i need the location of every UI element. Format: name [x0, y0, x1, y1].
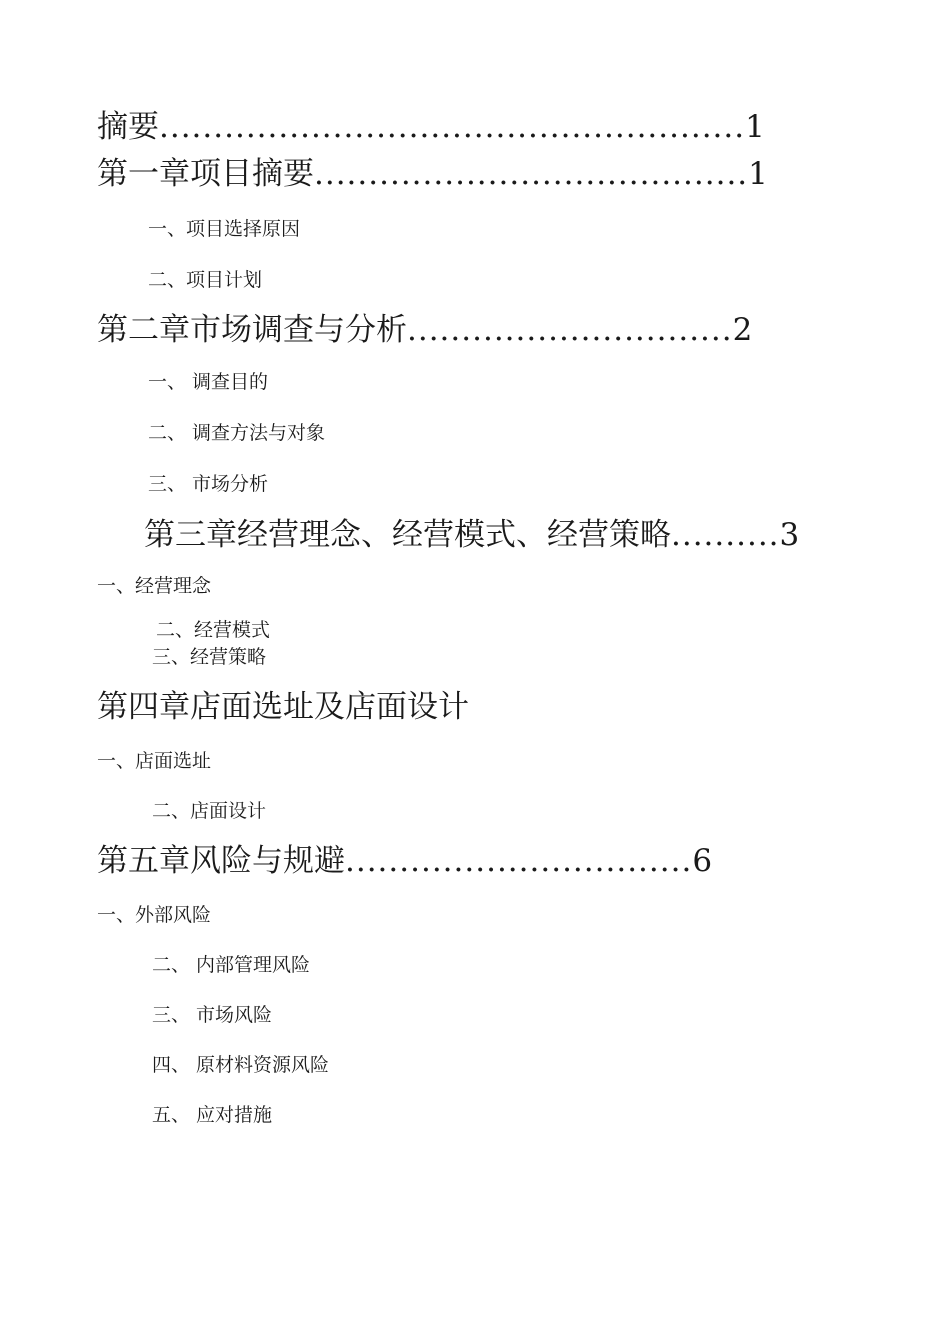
toc-entry-chapter-5 [97, 843, 713, 879]
toc-entry-title: 第四章店面选址及店面设计 [97, 689, 469, 725]
toc-section: 二、 调查方法与对象 [148, 422, 326, 444]
toc-page-number: 1 [748, 156, 768, 192]
toc-section: 一、店面选址 [97, 750, 212, 772]
toc-page-number: 1 [745, 109, 765, 145]
toc-entry-title: 第一章项目摘要 [97, 156, 314, 192]
toc-entry-title: 第三章经营理念、经营模式、经营策略 [144, 517, 671, 553]
toc-section: 四、 原材料资源风险 [152, 1054, 330, 1076]
toc-entry-chapter-3 [144, 517, 800, 553]
toc-leader-dots: ...................................................... [159, 109, 746, 145]
toc-section: 一、经营理念 [97, 575, 212, 597]
toc-page-number: 3 [779, 517, 800, 553]
toc-section: 二、 内部管理风险 [152, 954, 311, 976]
toc-leader-dots: ................................ [345, 843, 693, 879]
toc-leader-dots: ........................................ [314, 156, 749, 192]
toc-section: 三、 市场风险 [152, 1004, 273, 1026]
toc-entry-chapter-4 [97, 689, 469, 725]
toc-entry-title: 第五章风险与规避 [97, 843, 345, 879]
toc-section: 二、经营模式 [156, 619, 271, 641]
toc-section: 一、外部风险 [97, 904, 212, 926]
toc-leader-dots: .............................. [407, 312, 733, 348]
toc-entry-chapter-1 [97, 156, 768, 192]
toc-section: 三、经营策略 [152, 646, 267, 668]
toc-section: 三、 市场分析 [148, 473, 269, 495]
toc-entry-summary [97, 109, 765, 145]
toc-entry-title: 第二章市场调查与分析 [97, 312, 407, 348]
toc-section: 五、 应对措施 [152, 1104, 273, 1126]
toc-section: 二、店面设计 [152, 800, 267, 822]
toc-section: 一、 调查目的 [148, 371, 269, 393]
toc-page-number: 2 [732, 312, 753, 348]
toc-section: 二、项目计划 [148, 269, 263, 291]
toc-page-number: 6 [692, 843, 713, 879]
toc-entry-title: 摘要 [97, 109, 159, 145]
toc-section: 一、项目选择原因 [148, 218, 301, 240]
toc-entry-chapter-2 [97, 312, 753, 348]
toc-leader-dots: .......... [671, 517, 780, 553]
